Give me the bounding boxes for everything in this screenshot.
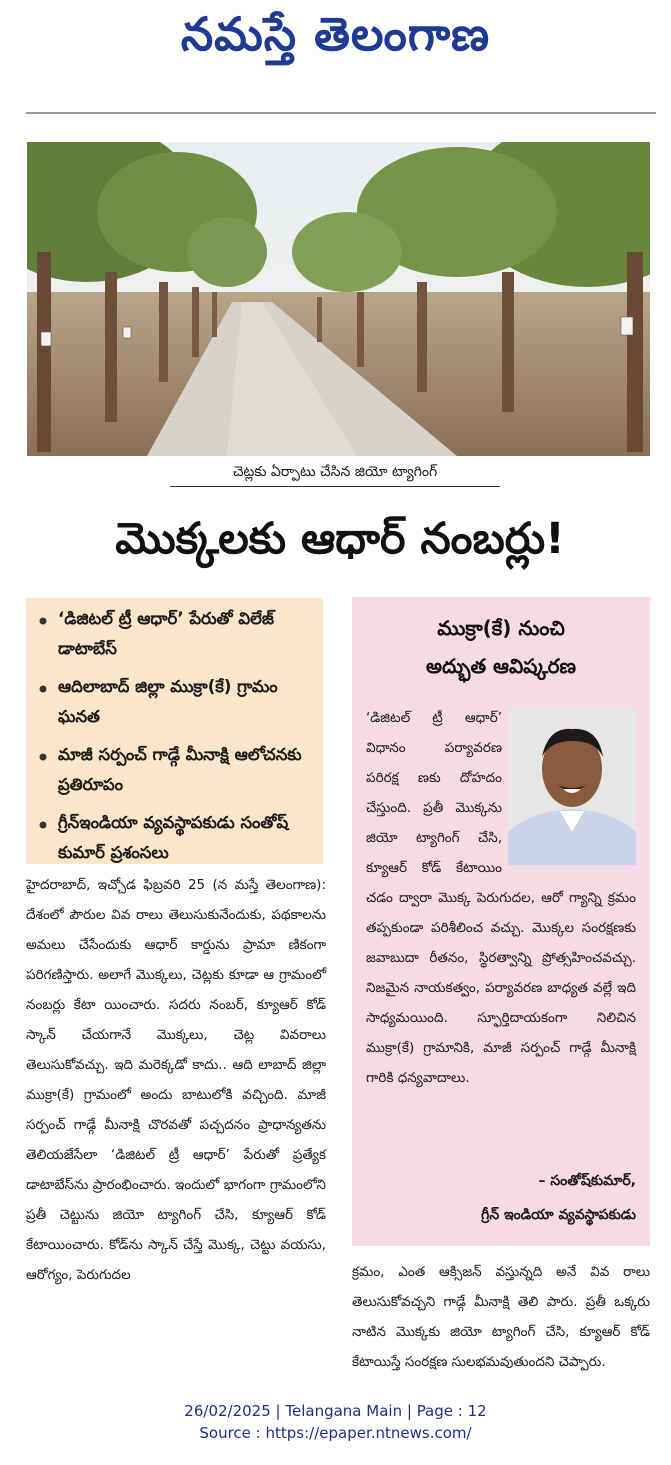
newspaper-title: నమస్తే తెలంగాణ (180, 7, 491, 61)
footer-edition: Telangana Main (285, 1402, 403, 1420)
headline: మొక్కలకు ఆధార్ నంబర్లు! (115, 514, 565, 564)
bullet-icon (40, 822, 47, 829)
bullet-icon (40, 686, 47, 693)
footer-page: Page : 12 (416, 1402, 487, 1420)
bullet-icon (40, 618, 47, 625)
photo-caption: చెట్లకు ఏర్పాటు చేసిన జియో ట్యాగింగ్ (170, 458, 500, 487)
portrait-photo (508, 707, 636, 865)
tree-lined-road-photo (27, 142, 650, 456)
person-portrait (508, 707, 636, 865)
highlight-item (36, 604, 315, 664)
sidebar-title-line2: అద్భుత ఆవిష్కరణ (426, 654, 576, 678)
highlight-text: ‘డిజిటల్ ట్రీ ఆధార్’ పేరుతో విలేజ్ డాటాబేస్ (58, 609, 274, 658)
article-column-right: క్రమం, ఎంత ఆక్సిజన్ వస్తున్నది అనే వివ రాలు తెలుసుకోవచ్చని గాడ్గే మీనాక్షి తెలి పారు. ప్రతీ ఒక్కరు నాటిన మొక్కకు జియో ట్యాగింగ్ చేసి, క్యూఆర్ కోడ్ కేటాయిస్తే సంరక్షణ సులభమవుతుందని చెప్పారు. (352, 1264, 650, 1370)
highlight-text: ఆదిలాబాద్ జిల్లా ముక్రా(కే) గ్రామం ఘనత (58, 677, 278, 726)
highlight-item (36, 808, 315, 868)
highlight-item (36, 672, 315, 732)
masthead (0, 0, 671, 80)
footer-date: 26/02/2025 (184, 1402, 271, 1420)
sidebar-signature (366, 1164, 636, 1232)
sidebar-quote-text: ‘డిజిటల్ ట్రీ ఆధార్’ విధానం పర్యావరణ పరిరక్ష ణకు దోహదం చేస్తుంది. ప్రతీ మొక్కను జియో ట్యాగింగ్ చేసి, క్యూఆర్ కోడ్ కేటాయిం చడం ద్వారా మొక్క పెరుగుదల, ఆరో గ్యాన్ని క్రమం తప్పకుండా పరిశీలించ వచ్చు. మొక్కల సంరక్షణకు జవాబుదా రీతనం, స్థిరత్వాన్ని ప్రోత్సహించవచ్చు. నిజమైన నాయకత్వం, పర్యావరణ బాధ్యత వల్లే ఇది సాధ్యమయింది. స్ఫూర్తిదాయకంగా నిలిచిన ముక్రా(కే) గ్రామానికి, మాజీ సర్పంచ్ గాడ్గే మీనాక్షి గారికి ధన్యవాదాలు. (366, 710, 636, 1086)
highlights-box (26, 598, 323, 864)
quote-sidebar (352, 597, 650, 1246)
article-photo (27, 142, 650, 456)
page-footer (0, 1400, 671, 1444)
bullet-icon (40, 754, 47, 761)
highlight-text: మాజీ సర్పంచ్ గాడ్గే మీనాక్షి ఆలోచనకు ప్రతిరూపం (58, 745, 302, 794)
sidebar-title-line1: ముక్రా(కే) నుంచి (437, 616, 565, 640)
highlight-item (36, 740, 315, 800)
footer-source[interactable]: Source : https://epaper.ntnews.com/ (199, 1424, 472, 1442)
masthead-divider (26, 112, 656, 114)
signature-title: గ్రీన్ ఇండియా వ్యవస్థాపకుడు (481, 1207, 636, 1223)
highlight-text: గ్రీన్‌ఇండియా వ్యవస్థాపకుడు సంతోష్ కుమార్ ప్రశంసలు (58, 813, 289, 862)
signature-name: – సంతోష్‌కుమార్, (538, 1173, 636, 1189)
footer-meta: 26/02/2025 | Telangana Main | Page : 12 (184, 1402, 487, 1420)
article-column-left: హైదరాబాద్, ఇచ్చోడ ఫిబ్రవరి 25 (న మస్తే తెలంగాణ): దేశంలో పౌరుల వివ రాలు తెలుసుకునేందుకు, పథకాలను అమలు చేసేందుకు ఆధార్ కార్డును ప్రామా ణికంగా పరిగణిస్తారు. అలాగే మొక్కలు, చెట్లకు కూడా ఆ గ్రామంలో నంబర్లు కేటా యించారు. సదరు నంబర్, క్యూఆర్ కోడ్ స్కాన్ చేయగానే మొక్కలు, చెట్ల వివరాలు తెలుసుకోవచ్చు. ఇది మరెక్కడో కాదు.. ఆది లాబాద్ జిల్లా ముక్రా(కే) గ్రామంలో అందు బాటులోకి వచ్చింది. మాజీ సర్పంచ్ గాడ్గే మీనాక్షి చొరవతో పచ్చదనం ప్రాధాన్యతను తెలియజేసేలా ‘డిజిటల్ ట్రీ ఆధార్’ పేరుతో ప్రత్యేక డాటాబేస్‌ను ప్రారంభించారు. ఇందులో భాగంగా గ్రామంలోని ప్రతీ చెట్టును జియో ట్యాగింగ్ చేసి, క్యూఆర్ కోడ్ కేటాయించారు. కోడ్‌ను స్కాన్ చేస్తే మొక్క, చెట్టు వయసు, ఆరోగ్యం, పెరుగుదల (26, 877, 326, 1283)
